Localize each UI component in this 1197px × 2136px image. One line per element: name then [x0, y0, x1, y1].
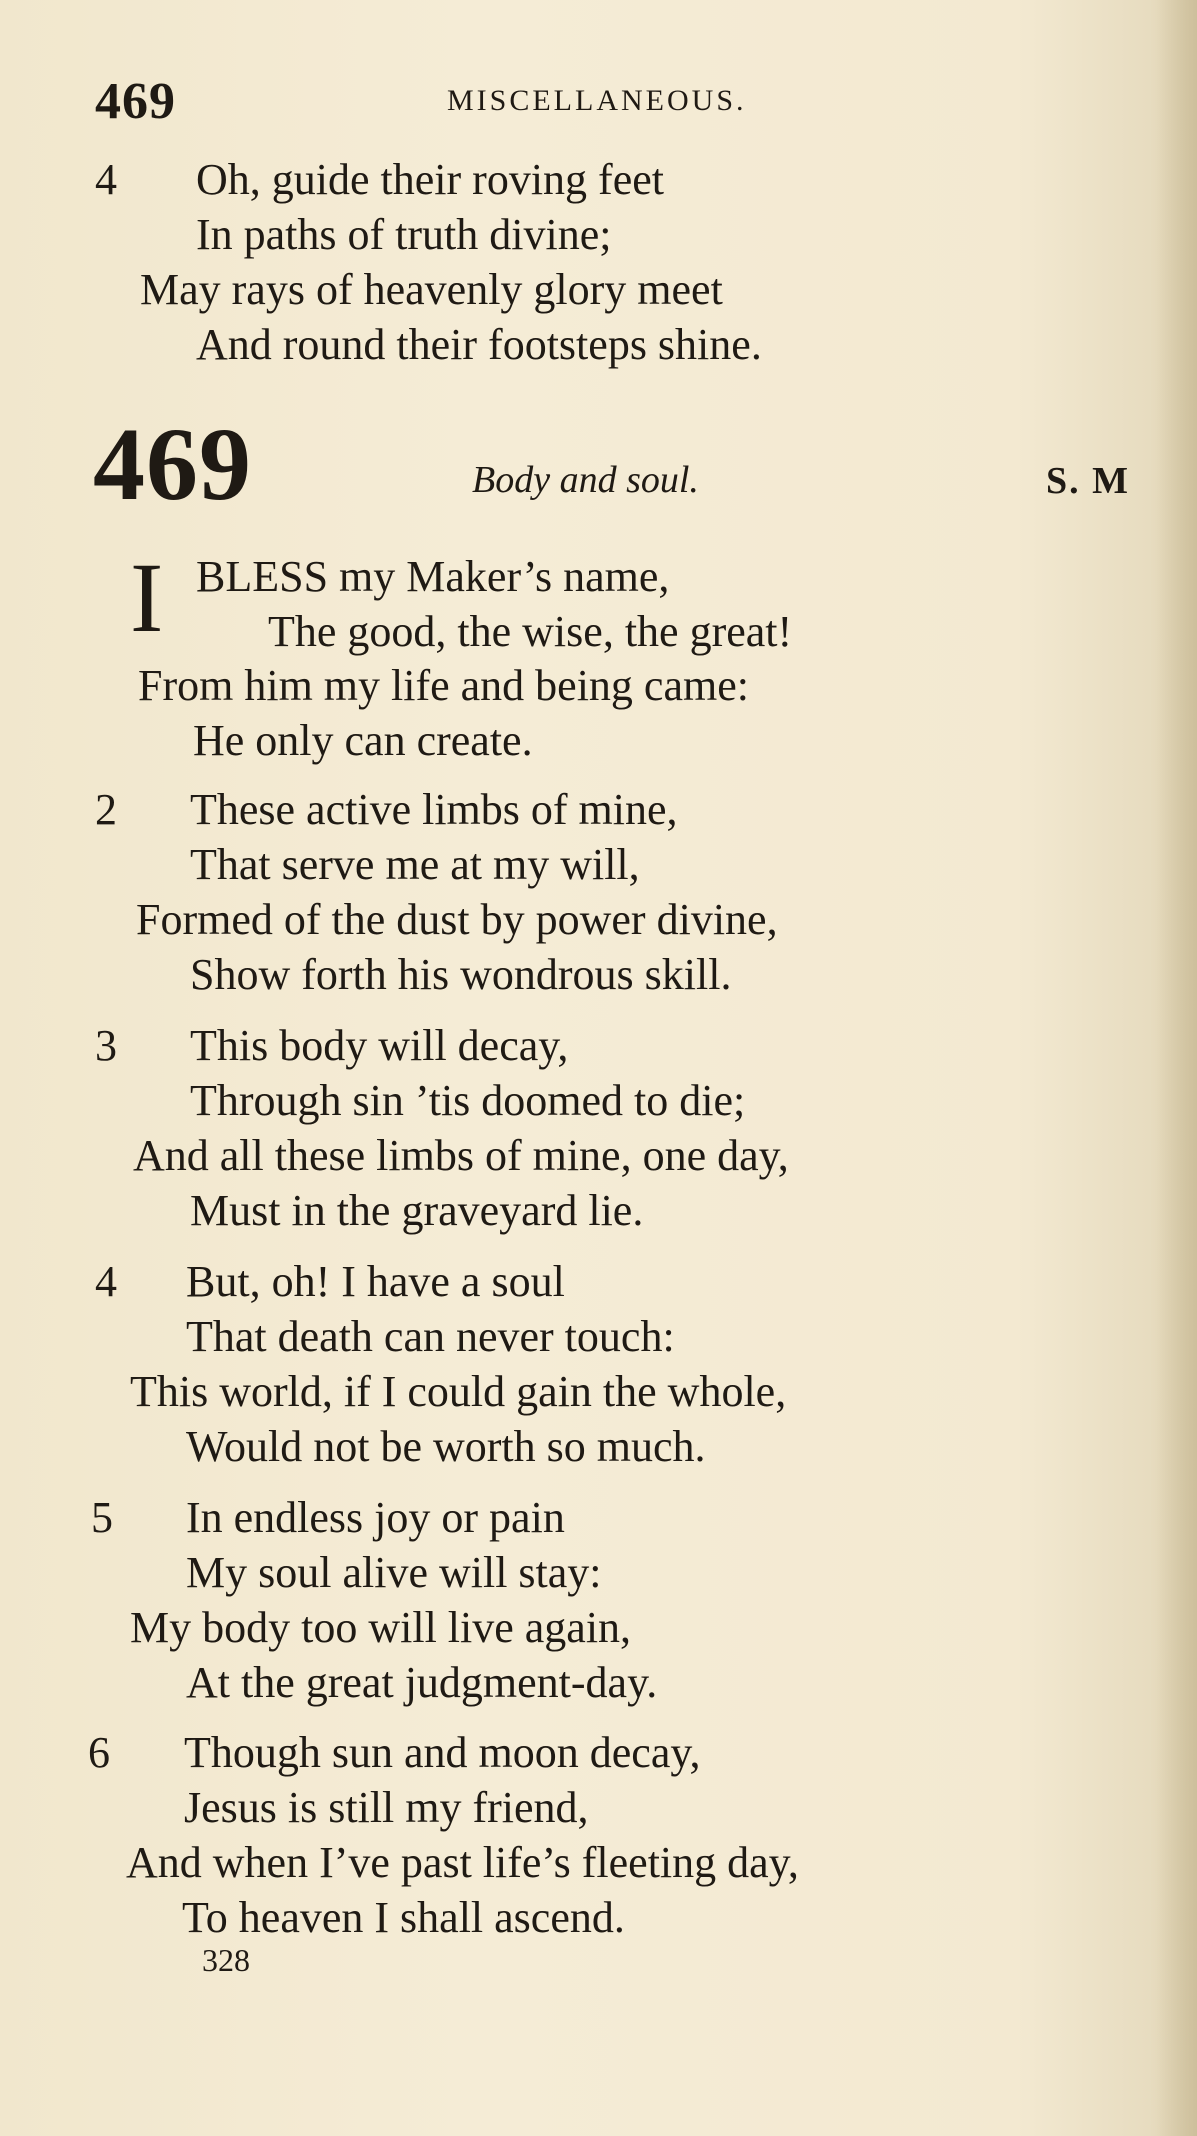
verse-line: This body will decay,: [190, 1021, 569, 1070]
verse-line: Must in the graveyard lie.: [190, 1186, 644, 1235]
verse-line: At the great judgment-day.: [186, 1658, 658, 1707]
verse-line: My soul alive will stay:: [186, 1548, 602, 1597]
verse-line: The good, the wise, the great!: [268, 607, 793, 656]
verse-line: Show forth his wondrous skill.: [190, 950, 732, 999]
verse-line: To heaven I shall ascend.: [182, 1893, 625, 1942]
hymn-title: Body and soul.: [472, 459, 699, 501]
running-head-section-title: MISCELLANEOUS.: [447, 84, 747, 117]
verse-line: And round their footsteps shine.: [196, 320, 762, 369]
verse-number: 4: [95, 1257, 117, 1306]
verse-line: In paths of truth divine;: [196, 210, 612, 259]
verse-line: And all these limbs of mine, one day,: [133, 1131, 789, 1180]
verse-line: These active limbs of mine,: [190, 785, 678, 834]
verse-line: Oh, guide their roving feet: [196, 155, 664, 204]
verse-line: Would not be worth so much.: [186, 1422, 706, 1471]
verse-line: BLESS my Maker’s name,: [196, 552, 670, 601]
page-edge-shadow: [1157, 0, 1197, 2136]
drop-cap: I: [130, 542, 164, 653]
verse-line: In endless joy or pain: [186, 1493, 565, 1542]
verse-number: 5: [91, 1493, 113, 1542]
verse-line: This world, if I could gain the whole,: [130, 1367, 787, 1416]
hymn-meter: S. M: [1046, 460, 1130, 502]
verse-line: Jesus is still my friend,: [184, 1783, 589, 1832]
verse-line: That serve me at my will,: [190, 840, 640, 889]
verse-line: My body too will live again,: [130, 1603, 632, 1652]
running-head-hymn-number: 469: [95, 73, 176, 130]
verse-line: Though sun and moon decay,: [184, 1728, 701, 1777]
running-head: [95, 72, 1095, 132]
verse-line: And when I’ve past life’s fleeting day,: [126, 1838, 799, 1887]
verse-line: May rays of heavenly glory meet: [140, 265, 723, 314]
verse-line: He only can create.: [193, 716, 533, 765]
verse-line: That death can never touch:: [186, 1312, 675, 1361]
verse-line: From him my life and being came:: [138, 661, 749, 710]
verse-number: 2: [95, 785, 117, 834]
verse-number: 3: [95, 1021, 117, 1070]
verse-number: 6: [88, 1728, 110, 1777]
verse-line: Through sin ’tis doomed to die;: [190, 1076, 746, 1125]
hymn-number: 469: [93, 407, 252, 522]
verse-line: But, oh! I have a soul: [186, 1257, 565, 1306]
verse-number: 4: [95, 155, 117, 204]
verse-line: Formed of the dust by power divine,: [136, 895, 778, 944]
page-number: 328: [202, 1942, 250, 1978]
